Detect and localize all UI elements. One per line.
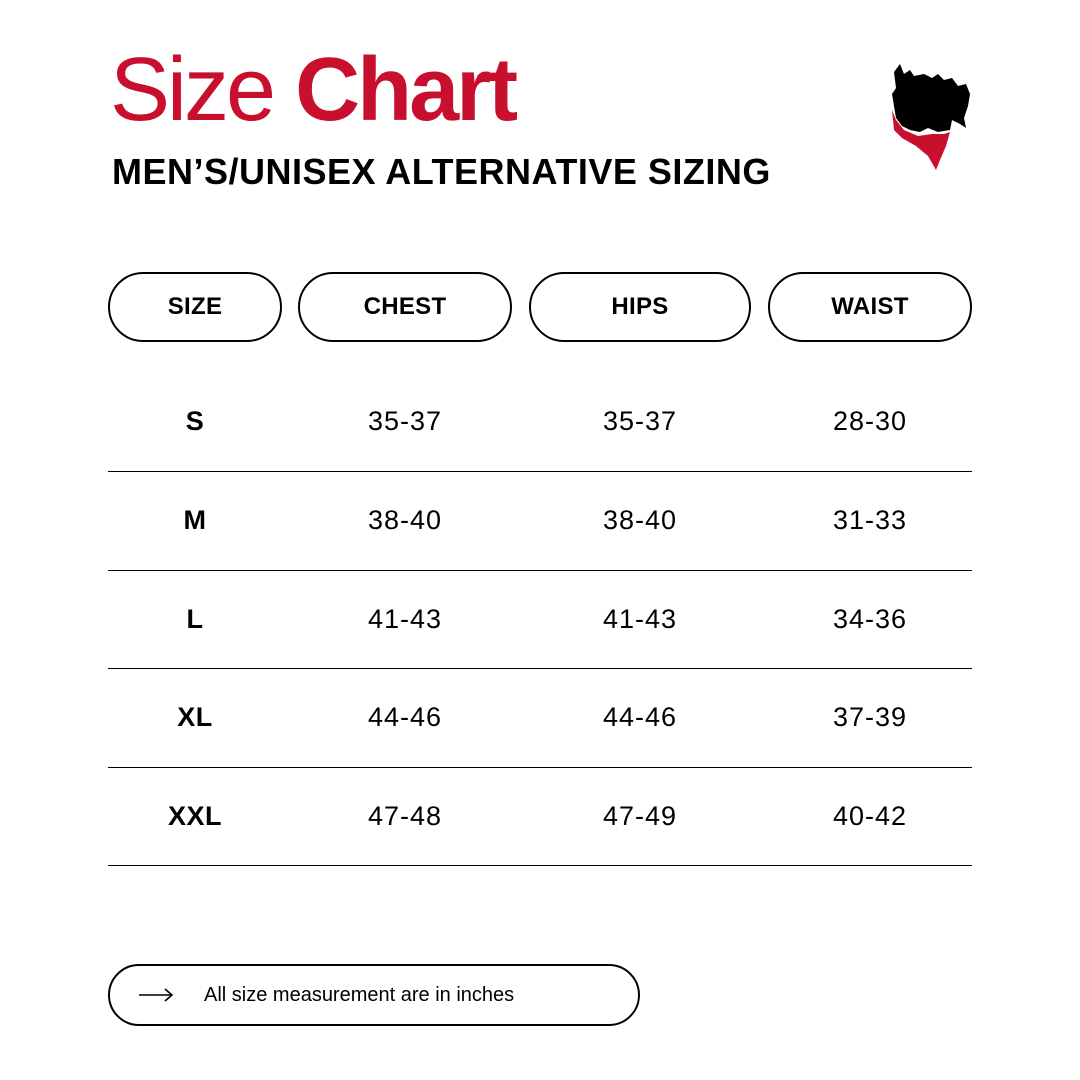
cell-hips: 44-46 bbox=[602, 702, 678, 732]
cell-waist: 34-36 bbox=[832, 604, 908, 634]
cell-chest: 35-37 bbox=[367, 406, 443, 436]
cell-size: S bbox=[185, 406, 205, 436]
cell-size: XL bbox=[177, 702, 213, 732]
row-divider bbox=[108, 865, 972, 866]
page-subtitle: MEN’S/UNISEX ALTERNATIVE SIZING bbox=[112, 151, 771, 192]
column-header-size: SIZE bbox=[108, 272, 282, 342]
units-note-text: All size measurement are in inches bbox=[204, 983, 515, 1006]
cell-size: XXL bbox=[167, 801, 222, 831]
cell-waist: 28-30 bbox=[832, 406, 908, 436]
cell-size: M bbox=[183, 505, 207, 535]
arrow-right-icon bbox=[138, 987, 174, 1003]
units-note bbox=[108, 964, 640, 1026]
column-header-waist: WAIST bbox=[768, 272, 972, 342]
column-header-hips: HIPS bbox=[529, 272, 751, 342]
column-header-chest: CHEST bbox=[298, 272, 512, 342]
cell-chest: 47-48 bbox=[367, 801, 443, 831]
title-part-size: Size bbox=[110, 40, 274, 140]
cell-chest: 41-43 bbox=[367, 604, 443, 634]
cell-hips: 41-43 bbox=[602, 604, 678, 634]
cell-waist: 37-39 bbox=[832, 702, 908, 732]
cell-waist: 40-42 bbox=[832, 801, 908, 831]
scottie-dog-bandana-icon bbox=[880, 60, 980, 175]
page-title bbox=[110, 40, 515, 140]
cell-waist: 31-33 bbox=[832, 505, 908, 535]
cell-chest: 38-40 bbox=[367, 505, 443, 535]
title-part-chart: Chart bbox=[295, 40, 516, 140]
cell-hips: 35-37 bbox=[602, 406, 678, 436]
cell-chest: 44-46 bbox=[367, 702, 443, 732]
cell-size: L bbox=[186, 604, 204, 634]
cell-hips: 47-49 bbox=[602, 801, 678, 831]
cell-hips: 38-40 bbox=[602, 505, 678, 535]
